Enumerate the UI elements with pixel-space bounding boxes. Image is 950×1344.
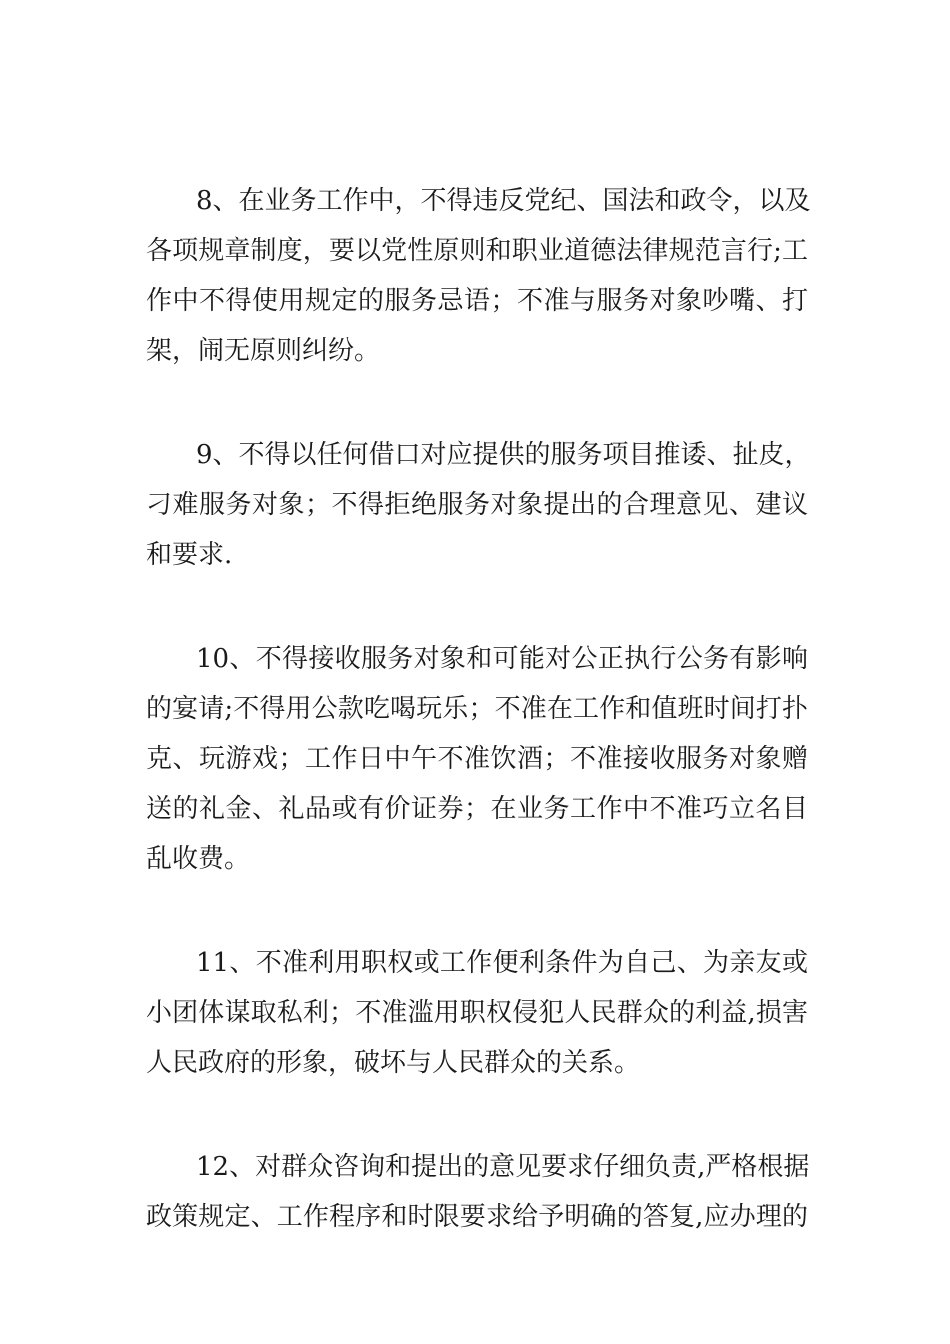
- paragraph-line: 9、不得以任何借口对应提供的服务项目推诿、扯皮，: [196, 440, 811, 470]
- paragraph-line: 送的礼金、礼品或有价证券；在业务工作中不准巧立名目: [146, 794, 808, 824]
- paragraph-line: 人民政府的形象，破坏与人民群众的关系。: [146, 1048, 641, 1078]
- paragraph-line: 的宴请;不得用公款吃喝玩乐；不准在工作和值班时间打扑: [146, 694, 808, 724]
- paragraph-line: 8、在业务工作中，不得违反党纪、国法和政令，以及: [196, 186, 811, 216]
- paragraph-line: 政策规定、工作程序和时限要求给予明确的答复,应办理的: [146, 1202, 808, 1232]
- paragraph-line: 作中不得使用规定的服务忌语；不准与服务对象吵嘴、打: [146, 286, 808, 316]
- paragraph-line: 克、玩游戏；工作日中午不准饮酒；不准接收服务对象赠: [146, 744, 808, 774]
- paragraph-item-8: [146, 176, 811, 376]
- paragraph-line: 11、不准利用职权或工作便利条件为自己、为亲友或: [196, 948, 808, 978]
- paragraph-line: 刁难服务对象；不得拒绝服务对象提出的合理意见、建议: [146, 490, 808, 520]
- paragraph-line: 12、对群众咨询和提出的意见要求仔细负责,严格根据: [196, 1152, 810, 1182]
- paragraph-item-12: [146, 1142, 808, 1242]
- paragraph-line: 乱收费。: [146, 844, 251, 874]
- paragraph-line: 架，闹无原则纠纷。: [146, 336, 381, 366]
- paragraph-item-10: [146, 634, 808, 884]
- paragraph-item-9: [146, 430, 811, 580]
- document-page: [146, 176, 811, 1296]
- paragraph-line: 各项规章制度，要以党性原则和职业道德法律规范言行;工: [146, 236, 808, 266]
- paragraph-line: 10、不得接收服务对象和可能对公正执行公务有影响: [196, 644, 808, 674]
- paragraph-line: 小团体谋取私利；不准滥用职权侵犯人民群众的利益,损害: [146, 998, 808, 1028]
- paragraph-item-11: [146, 938, 808, 1088]
- paragraph-line: 和要求.: [146, 540, 233, 570]
